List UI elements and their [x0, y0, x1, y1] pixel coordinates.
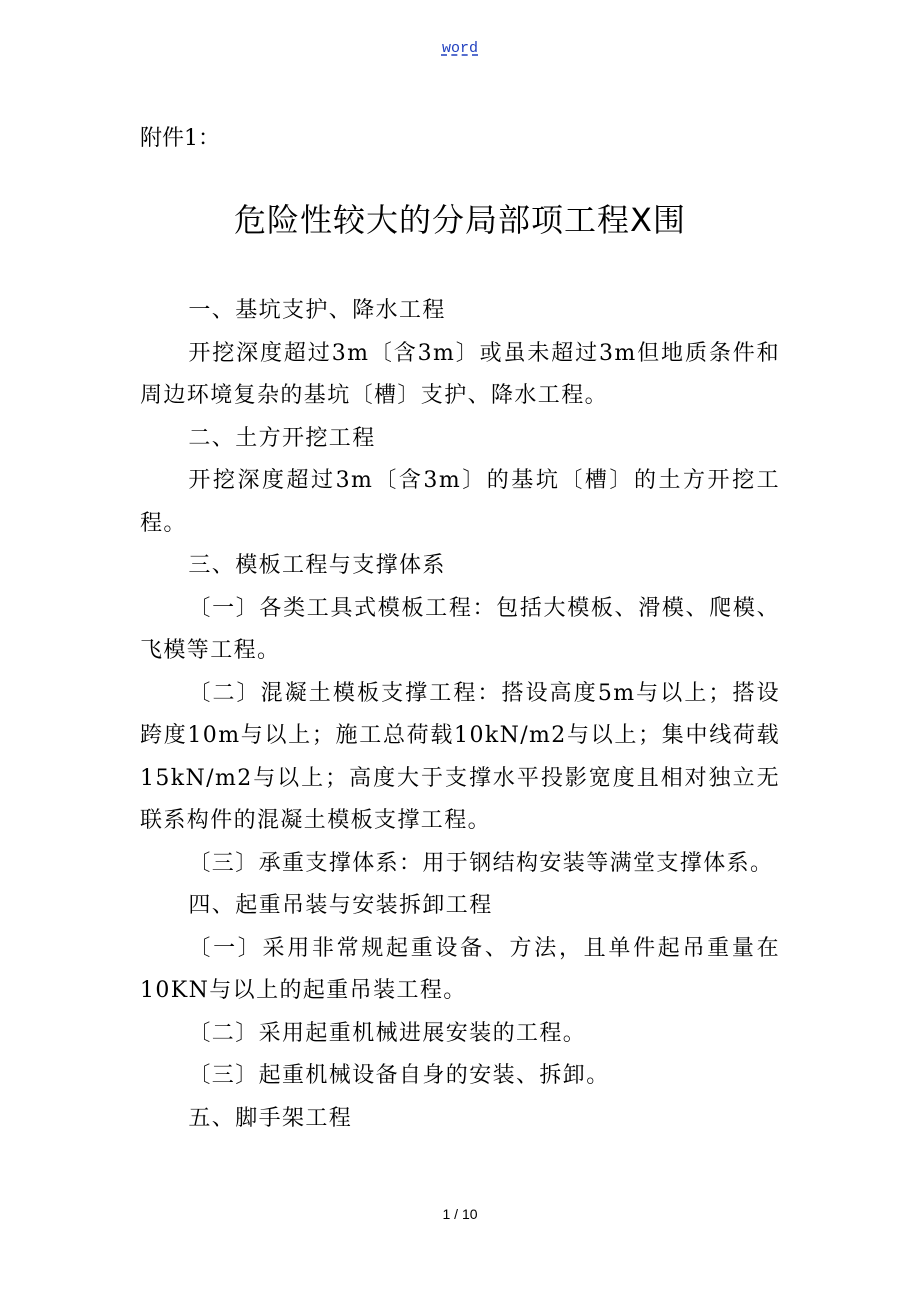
page-indicator: 1 / 10	[442, 1206, 478, 1222]
document-title: 危险性较大的分局部项工程X围	[234, 201, 686, 239]
section-heading-2: 二、土方开挖工程	[188, 425, 376, 451]
body-paragraph: 开挖深度超过3m〔含3m〕的基坑〔槽〕的土方开挖工程。	[140, 468, 780, 536]
header-word-link[interactable]: word	[441, 40, 478, 57]
section-heading-4: 四、起重吊装与安装拆卸工程	[188, 893, 493, 918]
body-paragraph: 〔二〕混凝土模板支撑工程：搭设高度5m与以上；搭设跨度10m与以上；施工总荷载10kN/m2与以上；集中线荷载15kN/m2与以上；高度大于支撑水平投影宽度且相对独立无联系构件的混凝土模板支撑工程。	[140, 680, 780, 833]
document-body	[140, 290, 780, 1140]
body-paragraph: 〔一〕各类工具式模板工程：包括大模板、滑模、爬模、飞模等工程。	[140, 595, 780, 663]
body-paragraph: 〔三〕承重支撑体系：用于钢结构安装等满堂支撑体系。	[188, 850, 774, 876]
section-heading-3: 三、模板工程与支撑体系	[188, 553, 446, 578]
body-paragraph: 〔三〕起重机械设备自身的安装、拆卸。	[188, 1063, 610, 1088]
section-heading-5: 五、脚手架工程	[188, 1105, 353, 1131]
section-heading-1: 一、基坑支护、降水工程	[188, 298, 446, 323]
body-paragraph: 〔一〕采用非常规起重设备、方法，且单件起吊重量在10KN与以上的起重吊装工程。	[140, 935, 780, 1003]
body-paragraph: 开挖深度超过3m〔含3m〕或虽未超过3m但地质条件和周边环境复杂的基坑〔槽〕支护、降水工程。	[140, 340, 780, 408]
body-paragraph: 〔二〕采用起重机械进展安装的工程。	[188, 1020, 587, 1046]
attachment-label: 附件1：	[140, 126, 220, 151]
